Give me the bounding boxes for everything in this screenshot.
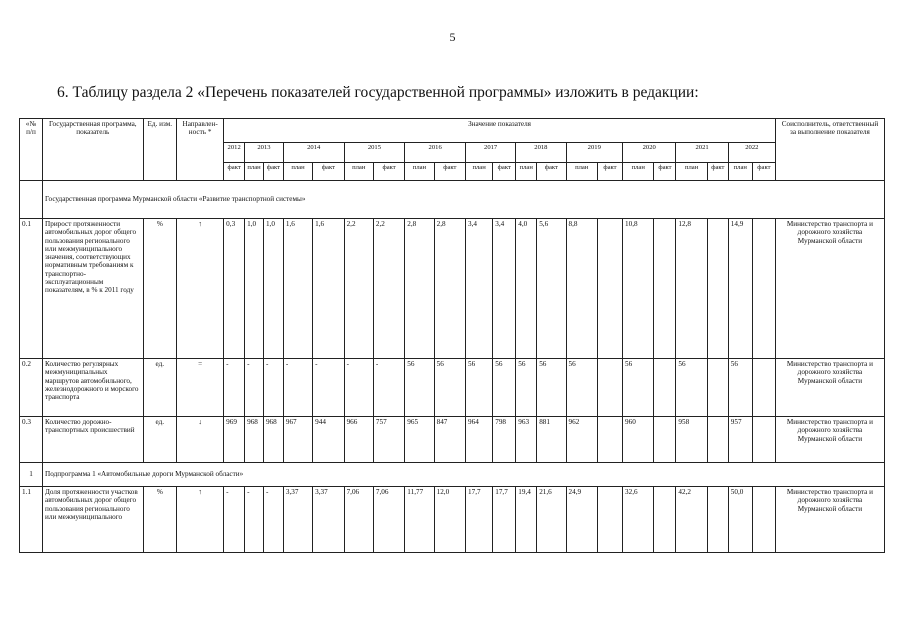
- direction-cell: ↑: [177, 487, 224, 553]
- direction-cell: =: [177, 359, 224, 417]
- value-cell: -: [373, 359, 404, 417]
- value-cell: 5,6: [537, 219, 566, 359]
- plan-fact-header: факт: [654, 163, 676, 181]
- plan-fact-header: факт: [224, 163, 245, 181]
- value-cell: 2,8: [434, 219, 465, 359]
- value-cell: 960: [623, 417, 654, 463]
- value-cell: 56: [516, 359, 537, 417]
- value-cell: 7,06: [344, 487, 373, 553]
- page-number: 5: [449, 30, 456, 44]
- plan-fact-header: факт: [493, 163, 516, 181]
- value-cell: 4,0: [516, 219, 537, 359]
- unit-cell: ед.: [143, 359, 177, 417]
- value-cell: 2,2: [373, 219, 404, 359]
- value-cell: 50,0: [728, 487, 752, 553]
- value-cell: 56: [728, 359, 752, 417]
- value-cell: 966: [344, 417, 373, 463]
- row-number: 0.1: [20, 219, 43, 359]
- value-cell: -: [283, 359, 312, 417]
- year-header: 2021: [676, 143, 728, 163]
- value-cell: [752, 417, 775, 463]
- value-cell: 56: [676, 359, 707, 417]
- indicator-name: Доля протяженности участков автомобильных дорог общего пользования регионального или межмуниципального: [43, 487, 144, 553]
- responsible-cell: Министерство транспорта и дорожного хозяйства Мурманской области: [775, 417, 884, 463]
- value-cell: [654, 417, 676, 463]
- row-number: [20, 181, 43, 219]
- value-cell: 11,77: [405, 487, 434, 553]
- plan-fact-header: факт: [752, 163, 775, 181]
- year-header: 2019: [566, 143, 623, 163]
- value-cell: 963: [516, 417, 537, 463]
- year-header: 2018: [516, 143, 566, 163]
- value-cell: [654, 359, 676, 417]
- value-cell: 958: [676, 417, 707, 463]
- value-cell: -: [245, 487, 264, 553]
- value-cell: [597, 219, 622, 359]
- value-cell: 757: [373, 417, 404, 463]
- table-row: [20, 487, 885, 553]
- value-cell: [752, 359, 775, 417]
- plan-fact-header: факт: [537, 163, 566, 181]
- row-number: 1.1: [20, 487, 43, 553]
- col-unit-header: Ед. изм.: [143, 119, 177, 181]
- value-cell: [597, 359, 622, 417]
- value-cell: -: [313, 359, 344, 417]
- plan-fact-header: факт: [707, 163, 728, 181]
- value-cell: 2,8: [405, 219, 434, 359]
- value-cell: [752, 219, 775, 359]
- year-header: 2013: [245, 143, 284, 163]
- plan-fact-header: план: [516, 163, 537, 181]
- value-cell: 7,06: [373, 487, 404, 553]
- value-cell: [707, 219, 728, 359]
- direction-cell: ↑: [177, 219, 224, 359]
- unit-cell: ед.: [143, 417, 177, 463]
- value-cell: [654, 219, 676, 359]
- value-cell: 3,37: [283, 487, 312, 553]
- value-cell: 17,7: [466, 487, 493, 553]
- section-title: Подпрограмма 1 «Автомобильные дороги Мурманской области»: [43, 463, 885, 487]
- value-cell: 42,2: [676, 487, 707, 553]
- unit-cell: %: [143, 219, 177, 359]
- section-row: [20, 181, 885, 219]
- year-header: 2015: [344, 143, 405, 163]
- plan-fact-header: план: [344, 163, 373, 181]
- value-cell: [597, 487, 622, 553]
- value-cell: 3,4: [493, 219, 516, 359]
- value-cell: 17,7: [493, 487, 516, 553]
- plan-fact-header: план: [728, 163, 752, 181]
- value-cell: -: [224, 359, 245, 417]
- plan-fact-header: план: [283, 163, 312, 181]
- value-cell: 1,0: [263, 219, 283, 359]
- value-cell: [597, 417, 622, 463]
- value-cell: -: [224, 487, 245, 553]
- plan-fact-header: факт: [597, 163, 622, 181]
- direction-cell: ↓: [177, 417, 224, 463]
- value-cell: 56: [566, 359, 597, 417]
- indicator-name: Количество регулярных межмуниципальных маршрутов автомобильного, железнодорожного и морского транспорта: [43, 359, 144, 417]
- value-cell: 56: [466, 359, 493, 417]
- value-cell: 1,6: [283, 219, 312, 359]
- year-header: 2016: [405, 143, 466, 163]
- value-cell: 21,6: [537, 487, 566, 553]
- indicator-name: Прирост протяженности автомобильных дорог общего пользования регионального или межмуниципального значения, соответствующих нормативным требованиям к транспортно-эксплуатационным показателям, в % к 2011 году: [43, 219, 144, 359]
- value-cell: 10,8: [623, 219, 654, 359]
- plan-fact-header: факт: [434, 163, 465, 181]
- value-cell: [654, 487, 676, 553]
- plan-fact-header: факт: [313, 163, 344, 181]
- indicators-table: [19, 118, 885, 553]
- value-cell: -: [245, 359, 264, 417]
- plan-fact-header: план: [245, 163, 264, 181]
- value-cell: -: [263, 487, 283, 553]
- plan-fact-header: факт: [263, 163, 283, 181]
- value-cell: -: [344, 359, 373, 417]
- section-heading: 6. Таблицу раздела 2 «Перечень показателей государственной программы» изложить в редакции:: [57, 84, 699, 101]
- value-cell: 12,0: [434, 487, 465, 553]
- value-cell: 969: [224, 417, 245, 463]
- year-header: 2017: [466, 143, 516, 163]
- value-cell: 3,4: [466, 219, 493, 359]
- value-cell: [707, 359, 728, 417]
- responsible-cell: Министерство транспорта и дорожного хозяйства Мурманской области: [775, 359, 884, 417]
- value-cell: 56: [434, 359, 465, 417]
- value-cell: [707, 417, 728, 463]
- value-cell: 19,4: [516, 487, 537, 553]
- value-cell: 964: [466, 417, 493, 463]
- value-cell: 957: [728, 417, 752, 463]
- value-cell: 12,8: [676, 219, 707, 359]
- row-number: 1: [20, 463, 43, 487]
- unit-cell: %: [143, 487, 177, 553]
- plan-fact-header: план: [676, 163, 707, 181]
- value-cell: 962: [566, 417, 597, 463]
- section-row: [20, 463, 885, 487]
- row-number: 0.3: [20, 417, 43, 463]
- value-cell: 968: [263, 417, 283, 463]
- plan-fact-header: план: [566, 163, 597, 181]
- value-cell: 56: [493, 359, 516, 417]
- value-cell: 944: [313, 417, 344, 463]
- value-cell: [707, 487, 728, 553]
- col-responsible-header: Соисполнитель, ответственный за выполнение показателя: [775, 119, 884, 181]
- section-title: Государственная программа Мурманской области «Развитие транспортной системы»: [43, 181, 885, 219]
- value-cell: 0,3: [224, 219, 245, 359]
- value-cell: 2,2: [344, 219, 373, 359]
- value-cell: 56: [405, 359, 434, 417]
- value-cell: 24,9: [566, 487, 597, 553]
- col-program-header: Государственная программа, показатель: [43, 119, 144, 181]
- value-cell: 32,6: [623, 487, 654, 553]
- value-cell: 847: [434, 417, 465, 463]
- responsible-cell: Министерство транспорта и дорожного хозяйства Мурманской области: [775, 487, 884, 553]
- value-cell: 1,6: [313, 219, 344, 359]
- value-cell: 798: [493, 417, 516, 463]
- value-cell: -: [263, 359, 283, 417]
- value-cell: 881: [537, 417, 566, 463]
- col-direction-header: Направлен-ность *: [177, 119, 224, 181]
- value-cell: 56: [623, 359, 654, 417]
- value-cell: 967: [283, 417, 312, 463]
- table-row: [20, 417, 885, 463]
- plan-fact-header: факт: [373, 163, 404, 181]
- year-header: 2012: [224, 143, 245, 163]
- table-row: [20, 219, 885, 359]
- plan-fact-header: план: [623, 163, 654, 181]
- value-cell: 965: [405, 417, 434, 463]
- year-header: 2014: [283, 143, 344, 163]
- table-row: [20, 359, 885, 417]
- year-header: 2022: [728, 143, 775, 163]
- responsible-cell: Министерство транспорта и дорожного хозяйства Мурманской области: [775, 219, 884, 359]
- value-cell: 8,8: [566, 219, 597, 359]
- value-cell: [752, 487, 775, 553]
- indicator-name: Количество дорожно-транспортных происшествий: [43, 417, 144, 463]
- value-cell: 968: [245, 417, 264, 463]
- plan-fact-header: план: [405, 163, 434, 181]
- col-value-header: Значение показателя: [224, 119, 776, 143]
- value-cell: 14,9: [728, 219, 752, 359]
- year-header: 2020: [623, 143, 676, 163]
- plan-fact-header: план: [466, 163, 493, 181]
- value-cell: 3,37: [313, 487, 344, 553]
- value-cell: 1,0: [245, 219, 264, 359]
- col-num-header: «№ п/п: [20, 119, 43, 181]
- row-number: 0.2: [20, 359, 43, 417]
- value-cell: 56: [537, 359, 566, 417]
